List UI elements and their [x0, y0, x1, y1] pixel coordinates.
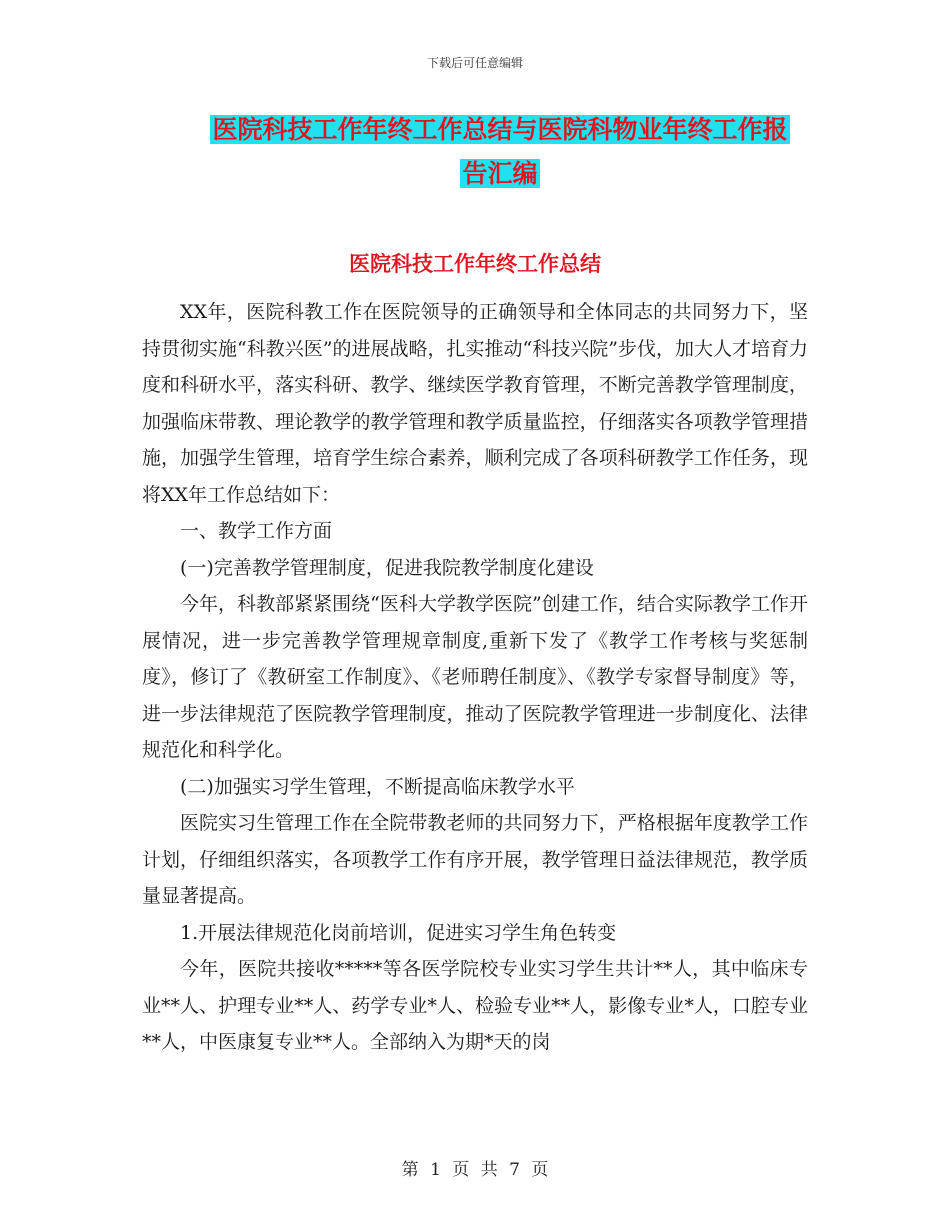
document-body — [142, 294, 808, 1061]
paragraph: 一、教学工作方面 — [180, 520, 333, 542]
title-line-1: 医院科技工作年终工作总结与医院科物业年终工作报 — [212, 115, 788, 144]
paragraph: 1.开展法律规范化岗前培训，促进实习学生角色转变 — [180, 921, 617, 944]
title-line-2: 告汇编 — [462, 159, 538, 188]
page-header: 下载后可任意编辑 — [426, 56, 523, 70]
page-footer: 第 1 页 共 7 页 — [401, 1160, 549, 1180]
paragraph: 今年，医院共接收*****等各医学院校专业实习学生共计**人，其中临床专业**人、护理专业**人、药学专业*人、检验专业**人，影像专业*人，口腔专业**人，中医康复专业**人。全部纳入为期*天的岗 — [142, 958, 808, 1053]
paragraph: XX年，医院科教工作在医院领导的正确领导和全体同志的共同努力下，坚持贯彻实施“科教兴医”的进展战略，扎实推动“科技兴院”步伐，加大人才培育力度和科研水平，落实科研、教学、继续医学教育管理，不断完善教学管理制度，加强临床带教、理论教学的教学管理和教学质量监控，仔细落实各项教学管理措施，加强学生管理，培育学生综合素养，顺利完成了各项科研教学工作任务，现将XX年工作总结如下： — [142, 301, 808, 506]
paragraph: 医院实习生管理工作在全院带教老师的共同努力下，严格根据年度教学工作计划，仔细组织落实，各项教学工作有序开展，教学管理日益法律规范，教学质量显著提高。 — [142, 812, 808, 907]
section-title: 医院科技工作年终工作总结 — [349, 251, 601, 276]
paragraph: (一)完善教学管理制度，促进我院教学制度化建设 — [180, 556, 594, 579]
paragraph: (二)加强实习学生管理，不断提高临床教学水平 — [180, 775, 575, 798]
paragraph: 今年，科教部紧紧围绕“医科大学教学医院”创建工作，结合实际教学工作开展情况，进一步完善教学管理规章制度,重新下发了《教学工作考核与奖惩制度》，修订了《教研室工作制度》、《老师聘任制度》、《教学专家督导制度》等，进一步法律规范了医院教学管理制度，推动了医院教学管理进一步制度化、法律规范化和科学化。 — [142, 593, 808, 761]
document-title — [150, 108, 850, 196]
